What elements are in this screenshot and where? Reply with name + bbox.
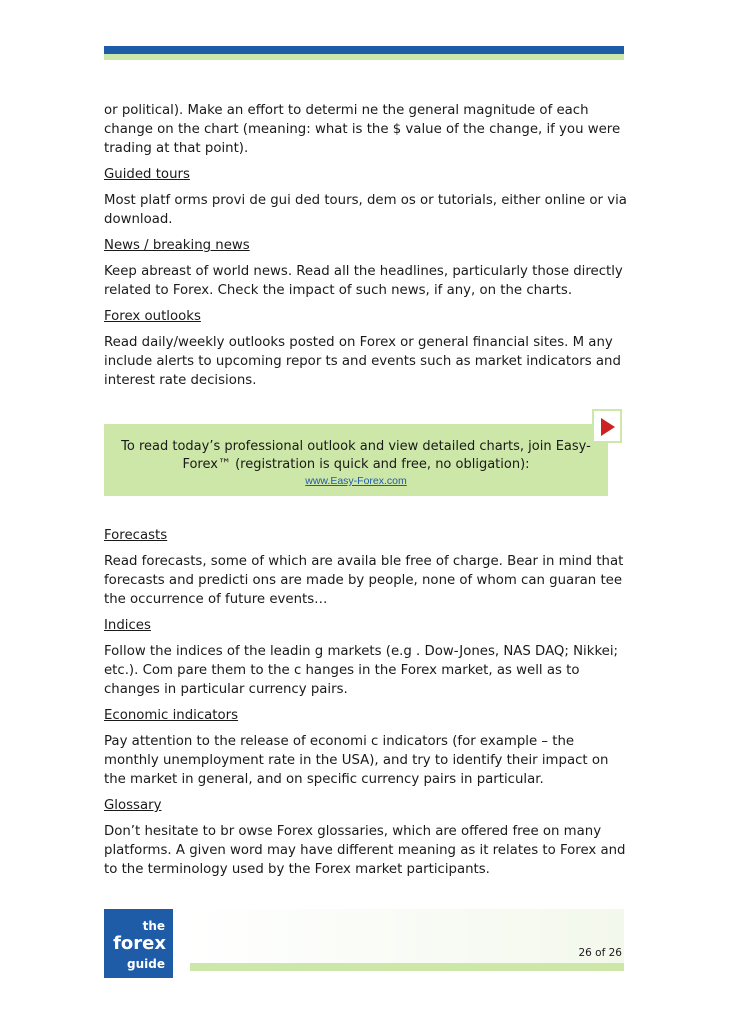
- promo-arrow-button[interactable]: [592, 409, 622, 443]
- footer-rule-green: [190, 963, 624, 971]
- paragraph: Keep abreast of world news. Read all the headlines, particularly those directly related to Forex. Check the impact of such news, if any, on the charts.: [104, 264, 623, 298]
- section-heading-indices: Indices: [104, 618, 151, 633]
- header-rule-green: [104, 54, 624, 60]
- paragraph: Read forecasts, some of which are availa ble free of charge. Bear in mind that forecasts and predicti ons are made by people, none of whom can guaran tee the occurrence of future events…: [104, 554, 624, 607]
- forex-guide-logo: [104, 909, 173, 978]
- body-text-top: [104, 101, 628, 397]
- section-heading-forecasts: Forecasts: [104, 528, 168, 543]
- section-heading-news: News / breaking news: [104, 238, 250, 253]
- footer-background: [190, 909, 624, 963]
- body-text-bottom: [104, 526, 628, 886]
- easy-forex-link[interactable]: www.Easy-Forex.com: [305, 475, 407, 487]
- promo-line-1: To read today’s professional outlook and view detailed charts, join Easy-: [121, 439, 591, 454]
- header-rule-blue: [104, 46, 624, 54]
- section-heading-forex-outlooks: Forex outlooks: [104, 309, 201, 324]
- play-arrow-icon: [601, 418, 615, 436]
- section-heading-glossary: Glossary: [104, 798, 162, 813]
- promo-box: [104, 424, 608, 496]
- paragraph: Follow the indices of the leadin g markets (e.g . Dow-Jones, NAS DAQ; Nikkei; etc.). Com pare them to the c hanges in the Forex market, as well as to changes in particular currency pairs.: [104, 644, 619, 697]
- logo-word-forex: forex: [113, 933, 166, 954]
- promo-text: [104, 438, 608, 474]
- section-heading-economic-indicators: Economic indicators: [104, 708, 239, 723]
- section-heading-guided-tours: Guided tours: [104, 167, 190, 182]
- paragraph: Don’t hesitate to br owse Forex glossaries, which are offered free on many platforms. A given word may have different meaning as it relates to Forex and to the terminology used by the Forex market participants.: [104, 824, 626, 877]
- paragraph: Read daily/weekly outlooks posted on Forex or general financial sites. M any include alerts to upcoming repor ts and events such as market indicators and interest rate decisions.: [104, 335, 621, 388]
- paragraph: Most platf orms provi de gui ded tours, dem os or tutorials, either online or via download.: [104, 193, 627, 227]
- promo-line-2: Forex™ (registration is quick and free, no obligation):: [182, 457, 530, 472]
- page-number: 26 of 26: [578, 947, 622, 959]
- logo-word-the: the: [142, 919, 165, 933]
- paragraph: or political). Make an effort to determi ne the general magnitude of each change on the chart (meaning: what is the $ value of the change, if you were trading at that point).: [104, 103, 621, 156]
- paragraph: Pay attention to the release of economi c indicators (for example – the monthly unemployment rate in the USA), and try to identify their impact on the market in general, and on specific currency pairs in particular.: [104, 734, 609, 787]
- logo-word-guide: guide: [127, 957, 165, 971]
